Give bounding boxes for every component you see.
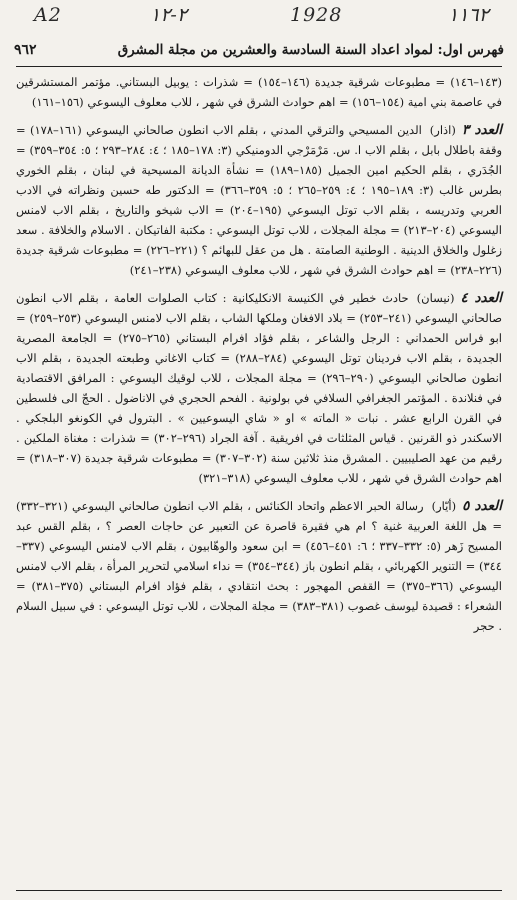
page-header — [14, 38, 504, 62]
handwritten-code: A2 — [34, 4, 62, 26]
issue-heading: العدد ٣ — [461, 122, 502, 138]
page-number: ٩٦٢ — [14, 42, 37, 58]
issue-month: (أيّار) — [431, 499, 457, 513]
index-section-issue-5 — [16, 496, 502, 636]
issue-heading: العدد ٥ — [462, 498, 502, 514]
issue-month: (نيسان) — [416, 291, 455, 305]
section-body: الدين المسيحي والترقي المدني ، بقلم الاب انطون صالحاني اليسوعي (١٦١–١٧٨) = وقفة باطلال بابل ، بقلم الاب ا. س. مَرْمَرْجي الدومنيكي (٣: ١٧٨–١٨٥ ؛ ٤: ٢٨٤–٢٩٣ ؛ ٥: ٣٥٤–٣٥٩) = الجُدَري ، بقلم الحكيم امين الجميل (١٨٥–١٨٩) = نشأة الديانة المسيحية في لبنان ، بقلم الخوري بطرس غالب (٣: ١٨٩–١٩٥ ؛ ٤: ٢٥٩–٢٦٥ ؛ ٥: ٣٥٩–٣٦٦) = الدكتور طه حسين ونظراته في الادب العربي وتدريسه ، بقلم الاب توتل اليسوعي (١٩٥–٢٠٤) = الاب شيخو والتاريخ ، بقلم الاب لامنس اليسوعي (٢٠٤–٢١٣) = مجلة المجلات ، للاب توتل اليسوعي : مكتبة الفاتيكان . الاسلام والخلافة . سعد زغلول والخلاق الدينية . الوطنية الصامتة . هل من عقل للبهائم ؟ (٢٢١–٢٢٦) = مطبوعات شرقية جديدة (٢٢٦–٢٣٨) = اهم حوادث الشرق في شهر ، للاب معلوف اليسوعي (٢٣٨–٢٤١) — [16, 123, 503, 277]
header-divider — [16, 66, 502, 67]
index-content — [16, 72, 502, 636]
issue-heading: العدد ٤ — [460, 290, 502, 306]
handwritten-reference-number: ١١٦٢ — [448, 4, 489, 26]
section-body: رسالة الحبر الاعظم واتحاد الكنائس ، بقلم الاب انطون صالحاني اليسوعي (٣٢١–٣٣٢) = هل اللغة العربية غنية ؟ ام هي فقيرة قاصرة عن التعبير عن حاجات العصر ؟ ، بقلم القس عبد المسيح زَهر (٥: ٣٣٢–٣٣٧ ؛ ٦: ٤٥١–٤٥٦) = ابن سعود والوهّابيون ، بقلم الاب لامنس اليسوعي (٣٣٧–٣٤٤) = التنوير الكهربائي ، بقلم انطون باز (٣٤٤–٣٥٤) = نداء اسلامي لتحرير المرأة ، بقلم الاب لامنس اليسوعي (٣٦٦–٣٧٥) = القفص المهجور : بحث انتقادي ، بقلم فؤاد افرام البستاني (٣٧٥–٣٨١) = الشعراء : قصيدة ليوسف غصوب (٣٨١–٣٨٣) = مجلة المجلات ، للاب توتل اليسوعي : في سبيل السلام . حجر — [16, 499, 503, 633]
section-body: (١٤٣–١٤٦) = مطبوعات شرقية جديدة (١٤٦–١٥٤) = شذرات : يوبيل البستاني. مؤتمر المستشرقين في عاصمة بني امية (١٥٤–١٥٦) = اهم حوادث الشرق في شهر ، للاب معلوف اليسوعي (١٥٦–١٦١) — [16, 75, 502, 109]
section-body: حادث خطير في الكنيسة الانكليكانية : كتاب الصلوات العامة ، بقلم الاب انطون صالحاني اليسوعي (٢٤١–٢٥٣) = بلاد الافغان وملكها الشاب ، بقلم الاب لامنس اليسوعي (٢٥٣–٢٥٩) = ابو فراس الحمداني : الرجل والشاعر ، بقلم فؤاد افرام البستاني (٢٦٥–٢٧٥) = الجامعة المصرية الجديدة ، بقلم الاب فردينان توتل اليسوعي (٢٨٤–٢٨٨) = كتاب الاغاني وطبعته الجديدة ، بقلم الاب انطون صالحاني اليسوعي (٢٩٠–٢٩٦) = مجلة المجلات ، للاب لوقيك اليسوعي : المرافق الاقتصادية في فنلاندة . المؤتمر الجغرافي السلافي في بولونية . الفحم الحجري في الاناضول . الحجّ الى فلسطين في القرن الرابع عشر . نبات « الماته » او « شاي اليسوعيين » . البترول في الكونغو البلجكي . الاسكندر ذو القرنين . قياس المثلثات في افريقية . آفة الجراد (٢٩٦–٣٠٢) = شذرات : مغناة الملكين . رقيم من عهد الصليبيين . المشرق منذ ثلاثين سنة (٣٠٢–٣٠٧) = مطبوعات شرقية جديدة (٣٠٧–٣١٨) = اهم حوادث الشرق في شهر ، للاب معلوف اليسوعي (٣١٨–٣٢١) — [16, 291, 503, 485]
handwritten-issue-range: ٢-١٢ — [150, 4, 188, 26]
handwritten-year: 1928 — [290, 4, 343, 26]
index-section-issue-3 — [16, 120, 502, 280]
bottom-edge-line — [16, 890, 502, 891]
page-title: فهرس اول: لمواد اعداد السنة السادسة والعشرين من مجلة المشرق — [117, 42, 504, 58]
index-section-issue-4 — [16, 288, 502, 488]
issue-month: (اذار) — [429, 123, 456, 137]
index-section-continuation — [16, 72, 502, 112]
